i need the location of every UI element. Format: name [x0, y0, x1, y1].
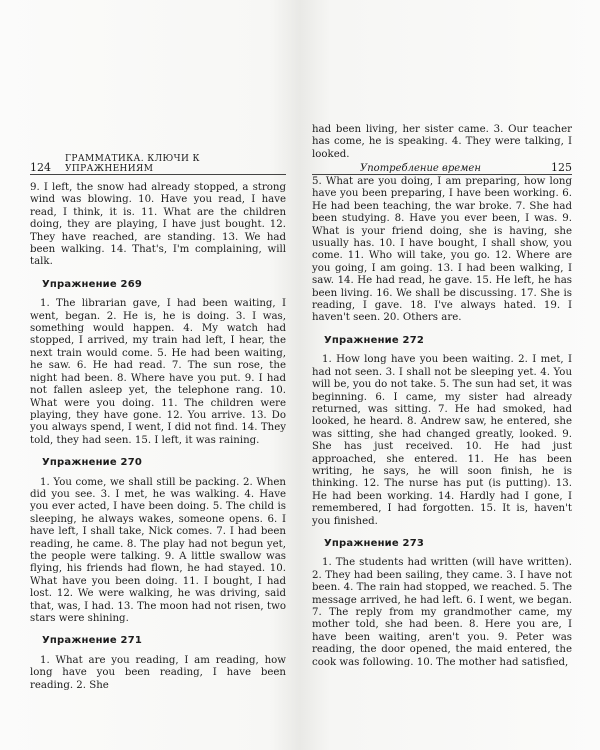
exercise-heading: Упражнение 272 — [324, 334, 425, 346]
exercise-answers: 1. The students had written (will have written). 2. They had been sailing, they came. 3. I have not been. 4. The rain had stopped, we reached. 5. The message arrived, he had left. 6. I went, we began. 7. The reply from my grandmother came, my mother told, she had been. 8. Here you are, I have been waiting, aren't you. 9. Peter was reading, the door opened, the maid entered, the cook was following. 10. The mother had satisfied, — [312, 557, 572, 668]
paragraph: 9. I left, the snow had already stopped, a strong wind was blowing. 10. Have you read, I have read, I think, it is. 11. What are the children doing, they are playing, I have just bought. 12. They have reached, are standing. 13. We had been walking. 14. That's, I'm complaining, will talk. — [30, 182, 286, 268]
exercise-heading: Упражнение 271 — [42, 635, 143, 647]
right-running-head — [312, 156, 572, 175]
right-page-body — [312, 176, 572, 669]
right-running-title: Употребление времен — [360, 163, 481, 174]
left-running-title: ГРАММАТИКА. КЛЮЧИ К УПРАЖНЕНИЯМ — [65, 154, 200, 174]
left-page-body — [30, 182, 286, 692]
right-page-number: 125 — [551, 161, 572, 174]
exercise-heading: Упражнение 273 — [324, 537, 425, 549]
paragraph: had been living, her sister came. 3. Our teacher has come, he is speaking. 4. They were talking, I looked. — [312, 124, 572, 160]
exercise-answers: 1. How long have you been waiting. 2. I met, I had not seen. 3. I shall not be sleeping yet. 4. You will be, you do not take. 5. The sun had set, it was beginning. 6. I came, my sister had already returned, was sitting. 7. He had smoked, had looked, he heard. 8. Andrew saw, he entered, she was sitting, she had changed greatly, looked. 9. She has just received. 10. He had just approached, she entered. 11. He has been writing, he says, he will soon finish, he is thinking. 12. The nurse has put (is putting). 13. He had been working. 14. Hardly had I gone, I remembered, I had forgotten. 15. It is, haven't you finished. — [312, 354, 572, 527]
exercise-answers: 1. The librarian gave, I had been waiting, I went, began. 2. He is, he is doing. 3. I was, something would happen. 4. My watch had stopped, I arrived, my train had left, I hear, the next train would come. 5. He had been waiting, he saw. 6. He had read. 7. The sun rose, the night had been. 8. Where have you put. 9. I had not fallen asleep yet, the telephone rang. 10. What were you doing. 11. The children were playing, they have gone. 12. You arrive. 13. Do you always spend, I went, I did not find. 14. They told, they had seen. 15. I left, it was raining. — [30, 298, 286, 446]
left-page-number: 124 — [30, 161, 51, 174]
exercise-answers: 1. You come, we shall still be packing. 2. When did you see. 3. I met, he was walking. 4. Have you ever acted, I have been doing. 5. The child is sleeping, he always wakes, someone opens. 6. I have left, I shall take, Nick comes. 7. I had been reading, he came. 8. The play had not begun yet, the people were talking. 9. A little swallow was flying, his friends had flown, he had stayed. 10. What have you been doing. 11. I bought, I had lost. 12. We were walking, he was driving, said that, was, I had. 13. The moon had not risen, two stars were shining. — [30, 476, 286, 624]
exercise-heading: Упражнение 269 — [42, 278, 143, 290]
left-running-head — [30, 156, 286, 175]
exercise-answers: 1. What are you reading, I am reading, how long have you been reading, I have been reading. 2. She — [30, 654, 286, 691]
paragraph: 5. What are you doing, I am preparing, how long have you been preparing, I have been working. 6. He had been teaching, the war broke. 7. She had been studying. 8. Have you ever been, I was. 9. What is your friend doing, she is having, she usually has. 10. I have bought, I shall show, you come. 11. Who will take, you go. 12. Where are you going, I am going. 13. I had been walking, I saw. 14. He had read, he gave. 15. He left, he has been living. 16. We shall be discussing. 17. She is reading, I gave. 18. I've always hated. 19. I haven't seen. 20. Others are. — [312, 176, 572, 324]
exercise-heading: Упражнение 270 — [42, 457, 143, 469]
